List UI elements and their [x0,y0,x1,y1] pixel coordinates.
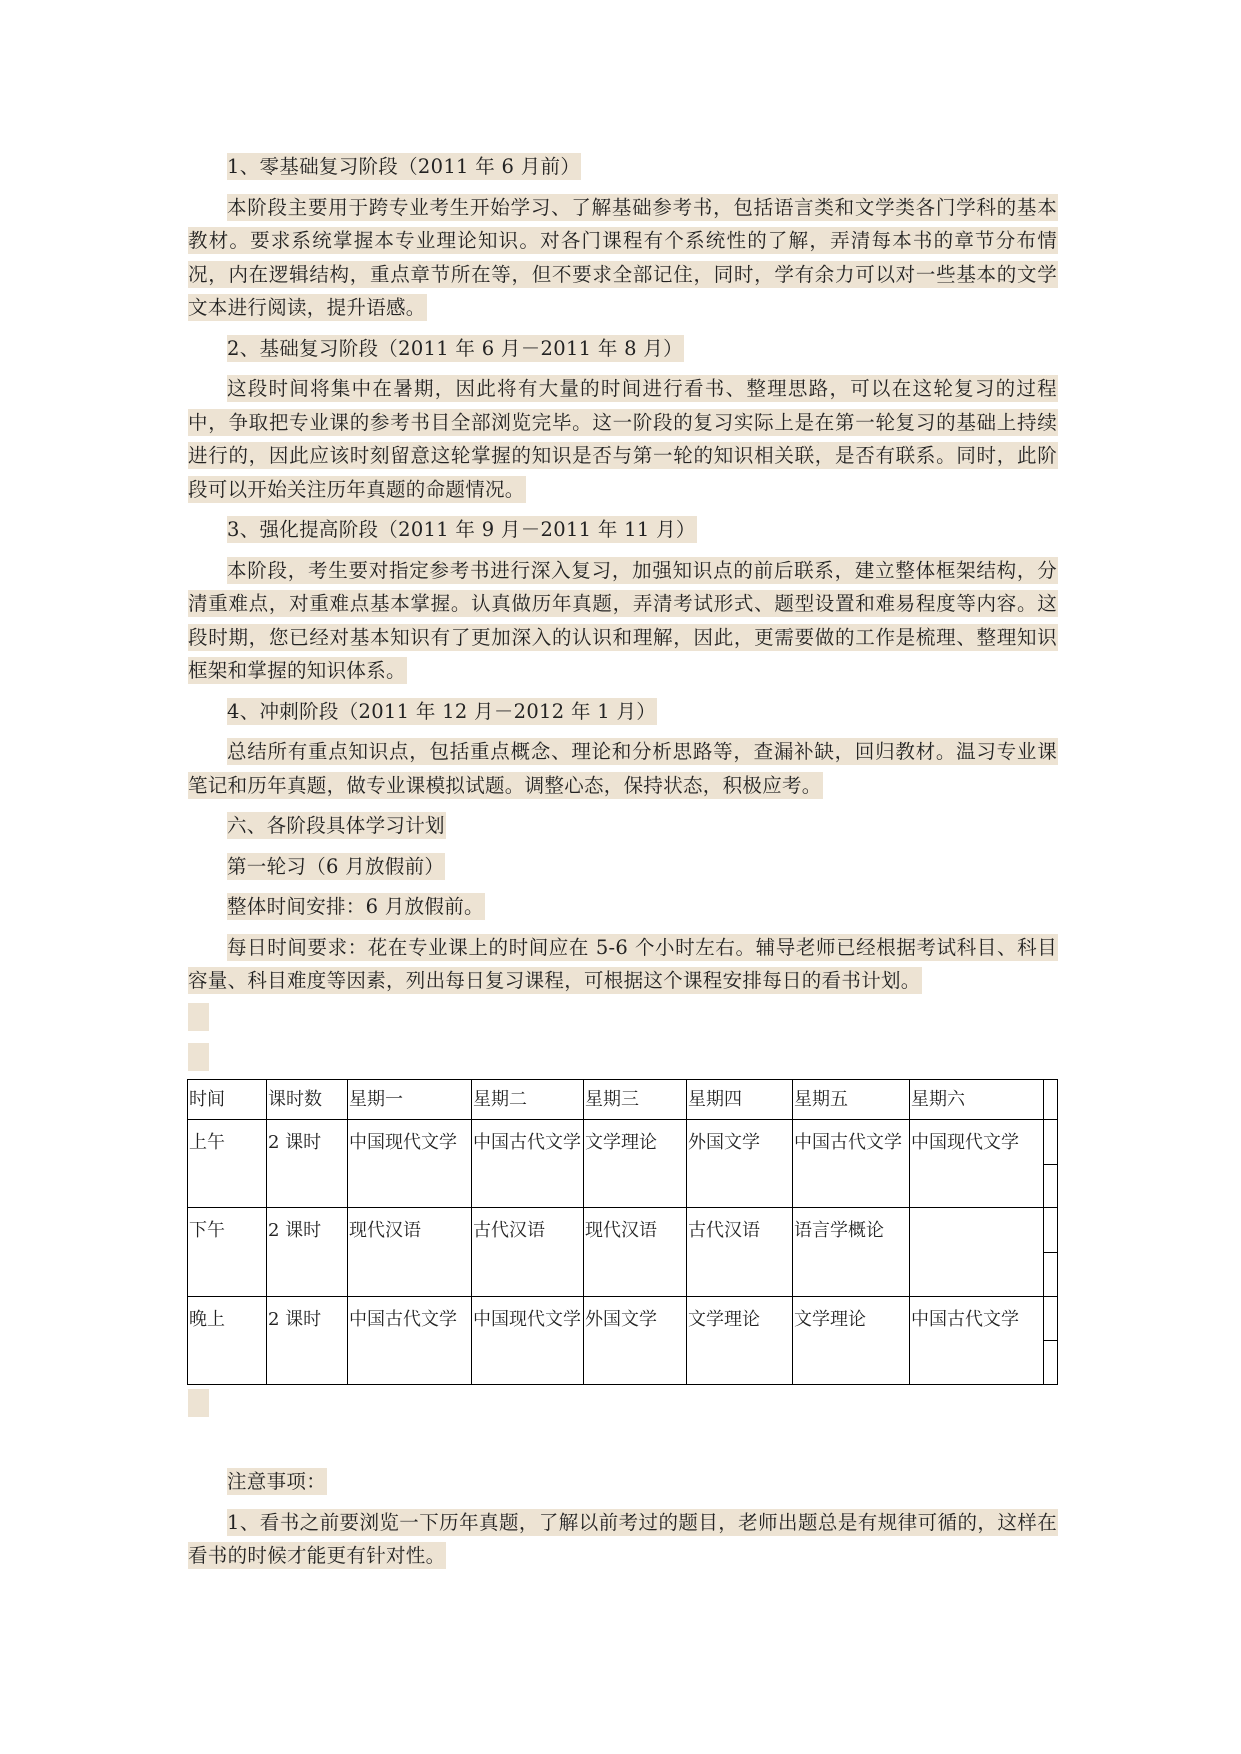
stage-4-heading [188,695,1058,729]
stage-1-description-text: 本阶段主要用于跨专业考生开始学习、了解基础参考书，包括语言类和文学类各门学科的基本教材。要求系统掌握本专业理论知识。对各门课程有个系统性的了解，弄清每本书的章节分布情况，内在逻辑结构，重点章节所在等，但不要求全部记住，同时，学有余力可以对一些基本的文学文本进行阅读，提升语感。 [188,195,1057,319]
table-cell: 2 课时 [267,1208,348,1296]
stage-3-heading-text: 3、强化提高阶段（2011 年 9 月－2011 年 11 月） [227,518,696,541]
stage-2-heading-text: 2、基础复习阶段（2011 年 6 月－2011 年 8 月） [227,336,683,360]
stage-3-description-text: 本阶段，考生要对指定参考书进行深入复习，加强知识点的前后联系，建立整体框架结构，分清重难点，对重难点基本掌握。认真做历年真题，弄清考试形式、题型设置和难易程度等内容。这段时期，您已经对基本知识有了更加深入的认识和理解，因此，更需要做的工作是梳理、整理知识框架和掌握的知识体系。 [188,558,1057,682]
section-six-heading-text: 六、各阶段具体学习计划 [227,814,445,837]
table-header-row [188,1080,1058,1120]
table-header-cell: 星期五 [793,1080,910,1120]
table-cell: 上午 [188,1120,267,1208]
table-header-cell: 星期二 [472,1080,584,1120]
overall-schedule-text: 整体时间安排：6 月放假前。 [227,895,484,918]
round-one-heading-text: 第一轮习（6 月放假前） [227,854,445,878]
document-body [188,150,1058,1005]
table-cell: 晚上 [188,1296,267,1384]
notes-section [188,1465,1058,1580]
stage-1-heading-text: 1、零基础复习阶段（2011 年 6 月前） [227,155,581,178]
empty-highlight-line [188,1043,209,1071]
table-cell: 2 课时 [267,1296,348,1384]
empty-highlight-line [188,1003,209,1031]
table-cell: 文学理论 [687,1296,793,1384]
notes-item-text: 1、看书之前要浏览一下历年真题，了解以前考过的题目，老师出题总是有规律可循的，这样在看书的时候才能更有针对性。 [188,1510,1057,1567]
overall-schedule [188,890,1058,924]
table-cell: 外国文学 [687,1120,793,1208]
table-side-cell [1044,1208,1058,1296]
stage-4-heading-text: 4、冲刺阶段（2011 年 12 月－2012 年 1 月） [227,699,657,723]
table-cell: 中国古代文学 [348,1296,472,1384]
table-row [188,1120,1058,1208]
table-side-divider [1044,1340,1057,1341]
stage-1-heading [188,150,1058,184]
notes-title-text: 注意事项： [227,1470,327,1493]
table-header-cell: 星期四 [687,1080,793,1120]
table-side-cell [1044,1120,1058,1208]
table-side-divider [1044,1164,1057,1165]
stage-1-description [188,191,1058,325]
table-row [188,1296,1058,1384]
table-side-cell [1044,1296,1058,1384]
table-cell [910,1208,1044,1296]
table-side-divider [1044,1252,1057,1253]
stage-3-description [188,554,1058,688]
table-cell: 下午 [188,1208,267,1296]
table-side-cell [1044,1080,1058,1120]
study-schedule-table [187,1079,1058,1385]
table-cell: 中国古代文学 [910,1296,1044,1384]
stage-2-description [188,372,1058,506]
table-header-cell: 星期一 [348,1080,472,1120]
notes-title [188,1465,1058,1499]
table-cell: 2 课时 [267,1120,348,1208]
table-cell: 中国现代文学 [472,1296,584,1384]
table-cell: 中国古代文学 [793,1120,910,1208]
table-cell: 现代汉语 [348,1208,472,1296]
stage-2-description-text: 这段时间将集中在暑期，因此将有大量的时间进行看书、整理思路，可以在这轮复习的过程中，争取把专业课的参考书目全部浏览完毕。这一阶段的复习实际上是在第一轮复习的基础上持续进行的，因此应该时刻留意这轮掌握的知识是否与第一轮的知识相关联，是否有联系。同时，此阶段可以开始关注历年真题的命题情况。 [188,377,1057,501]
table-cell: 中国现代文学 [348,1120,472,1208]
table-header-cell: 时间 [188,1080,267,1120]
section-six-heading [188,809,1058,843]
table-header-cell: 课时数 [267,1080,348,1120]
daily-requirement-text: 每日时间要求：花在专业课上的时间应在 5-6 个小时左右。辅导老师已经根据考试科目、科目容量、科目难度等因素，列出每日复习课程，可根据这个课程安排每日的看书计划。 [188,935,1057,992]
round-one-heading [188,850,1058,884]
stage-4-description [188,735,1058,802]
stage-2-heading [188,332,1058,366]
notes-item [188,1506,1058,1573]
table-header-cell: 星期六 [910,1080,1044,1120]
empty-highlight-line [188,1389,209,1417]
table-cell: 中国古代文学 [472,1120,584,1208]
table-row [188,1208,1058,1296]
table-cell: 古代汉语 [472,1208,584,1296]
table-cell: 语言学概论 [793,1208,910,1296]
table-cell: 中国现代文学 [910,1120,1044,1208]
table-cell: 现代汉语 [584,1208,687,1296]
daily-requirement [188,931,1058,998]
stage-3-heading [188,513,1058,547]
stage-4-description-text: 总结所有重点知识点，包括重点概念、理论和分析思路等，查漏补缺，回归教材。温习专业课笔记和历年真题，做专业课模拟试题。调整心态，保持状态，积极应考。 [188,740,1057,797]
table-cell: 文学理论 [584,1120,687,1208]
table-cell: 古代汉语 [687,1208,793,1296]
table-header-cell: 星期三 [584,1080,687,1120]
table-cell: 外国文学 [584,1296,687,1384]
table-cell: 文学理论 [793,1296,910,1384]
